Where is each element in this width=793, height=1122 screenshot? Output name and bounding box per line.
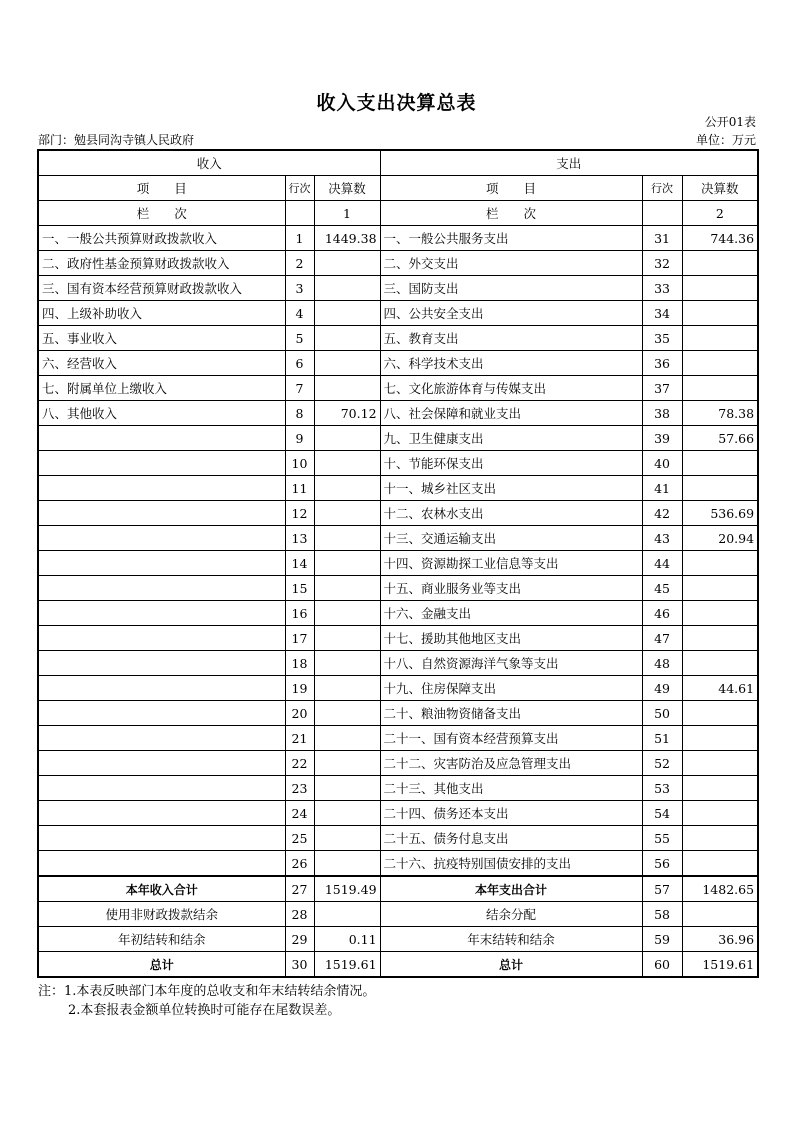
expense-item-name: 二十二、灾害防治及应急管理支出 xyxy=(380,751,642,776)
expense-item-name: 二十四、债务还本支出 xyxy=(380,801,642,826)
expense-item-name: 五、教育支出 xyxy=(380,326,642,351)
income-row-number: 11 xyxy=(285,476,314,501)
income-item-name xyxy=(38,601,285,626)
income-amount: 1449.38 xyxy=(314,226,380,251)
income-row-number: 2 xyxy=(285,251,314,276)
income-row-number: 18 xyxy=(285,651,314,676)
income-item-name xyxy=(38,776,285,801)
header-row-columns xyxy=(38,176,758,201)
income-item-name: 二、政府性基金预算财政拨款收入 xyxy=(38,251,285,276)
expense-amount xyxy=(682,826,758,851)
unit-label: 单位：万元 xyxy=(695,133,756,147)
table-row xyxy=(38,501,758,526)
income-item-name xyxy=(38,451,285,476)
table-row xyxy=(38,451,758,476)
expense-row-number: 56 xyxy=(642,851,682,877)
income-amount xyxy=(314,851,380,877)
table-row xyxy=(38,626,758,651)
income-row-number: 23 xyxy=(285,776,314,801)
table-row xyxy=(38,476,758,501)
expense-amount xyxy=(682,626,758,651)
income-amount xyxy=(314,526,380,551)
expense-amount: 744.36 xyxy=(682,226,758,251)
expense-amount xyxy=(682,726,758,751)
table-row xyxy=(38,726,758,751)
table-row xyxy=(38,651,758,676)
expense-section-header: 支出 xyxy=(380,150,758,176)
income-row-number: 22 xyxy=(285,751,314,776)
income-rowno-header: 行次 xyxy=(285,176,314,201)
expense-item-name: 十三、交通运输支出 xyxy=(380,526,642,551)
expense-row-number: 55 xyxy=(642,826,682,851)
income-amount xyxy=(314,551,380,576)
expense-amount xyxy=(682,701,758,726)
expense-row-number: 53 xyxy=(642,776,682,801)
summary-row xyxy=(38,927,758,952)
income-item-name xyxy=(38,726,285,751)
expense-amount xyxy=(682,776,758,801)
income-item-name xyxy=(38,851,285,877)
expense-column-blank xyxy=(642,201,682,226)
expense-item-name: 九、卫生健康支出 xyxy=(380,426,642,451)
expense-item-name: 十四、资源勘探工业信息等支出 xyxy=(380,551,642,576)
expense-column-index: 2 xyxy=(682,201,758,226)
income-item-name: 四、上级补助收入 xyxy=(38,301,285,326)
expense-amount xyxy=(682,551,758,576)
expense-amount xyxy=(682,276,758,301)
income-item-name: 五、事业收入 xyxy=(38,326,285,351)
expense-row-number: 37 xyxy=(642,376,682,401)
income-item-name: 三、国有资本经营预算财政拨款收入 xyxy=(38,276,285,301)
expense-item-name: 十二、农林水支出 xyxy=(380,501,642,526)
income-summary-name: 本年收入合计 xyxy=(38,876,285,902)
income-summary-name: 总计 xyxy=(38,952,285,978)
income-amount xyxy=(314,576,380,601)
income-row-number: 14 xyxy=(285,551,314,576)
expense-row-number: 54 xyxy=(642,801,682,826)
header-row-sections xyxy=(38,150,758,176)
expense-amount xyxy=(682,376,758,401)
income-row-number: 21 xyxy=(285,726,314,751)
expense-row-number: 60 xyxy=(642,952,682,978)
expense-row-number: 35 xyxy=(642,326,682,351)
expense-row-number: 59 xyxy=(642,927,682,952)
income-row-number: 13 xyxy=(285,526,314,551)
income-amount xyxy=(314,301,380,326)
expense-amount: 44.61 xyxy=(682,676,758,701)
expense-row-number: 36 xyxy=(642,351,682,376)
summary-row xyxy=(38,876,758,902)
expense-row-number: 57 xyxy=(642,876,682,902)
income-section-header: 收入 xyxy=(38,150,380,176)
expense-row-number: 41 xyxy=(642,476,682,501)
expense-item-name: 十九、住房保障支出 xyxy=(380,676,642,701)
income-item-name: 八、其他收入 xyxy=(38,401,285,426)
expense-amount xyxy=(682,601,758,626)
income-item-name xyxy=(38,651,285,676)
table-row xyxy=(38,826,758,851)
income-row-number: 24 xyxy=(285,801,314,826)
income-item-name xyxy=(38,576,285,601)
expense-amount xyxy=(682,651,758,676)
expense-item-name: 二十五、债务付息支出 xyxy=(380,826,642,851)
expense-item-name: 二十一、国有资本经营预算支出 xyxy=(380,726,642,751)
table-row xyxy=(38,376,758,401)
income-summary-name: 使用非财政拨款结余 xyxy=(38,902,285,927)
expense-row-number: 48 xyxy=(642,651,682,676)
expense-amount xyxy=(682,351,758,376)
income-row-number: 19 xyxy=(285,676,314,701)
expense-row-number: 58 xyxy=(642,902,682,927)
income-item-name xyxy=(38,476,285,501)
table-row xyxy=(38,526,758,551)
table-row xyxy=(38,226,758,251)
expense-row-number: 51 xyxy=(642,726,682,751)
expense-item-name: 十六、金融支出 xyxy=(380,601,642,626)
income-amount: 1519.49 xyxy=(314,876,380,902)
expense-item-name: 二十三、其他支出 xyxy=(380,776,642,801)
income-amount xyxy=(314,351,380,376)
expense-amount: 36.96 xyxy=(682,927,758,952)
income-column-label: 栏 次 xyxy=(38,201,285,226)
income-amount xyxy=(314,801,380,826)
income-row-number: 26 xyxy=(285,851,314,877)
expense-item-name: 十七、援助其他地区支出 xyxy=(380,626,642,651)
expense-row-number: 38 xyxy=(642,401,682,426)
expense-row-number: 39 xyxy=(642,426,682,451)
income-item-name xyxy=(38,751,285,776)
expense-amount: 78.38 xyxy=(682,401,758,426)
income-amount xyxy=(314,826,380,851)
income-item-name xyxy=(38,701,285,726)
department-label: 部门：勉县同沟寺镇人民政府 xyxy=(38,133,195,147)
table-row xyxy=(38,701,758,726)
expense-summary-name: 结余分配 xyxy=(380,902,642,927)
income-row-number: 27 xyxy=(285,876,314,902)
summary-row xyxy=(38,902,758,927)
expense-amount xyxy=(682,801,758,826)
income-row-number: 10 xyxy=(285,451,314,476)
income-amount xyxy=(314,701,380,726)
table-row xyxy=(38,326,758,351)
table-row xyxy=(38,751,758,776)
income-summary-name: 年初结转和结余 xyxy=(38,927,285,952)
income-item-name xyxy=(38,501,285,526)
income-item-name xyxy=(38,801,285,826)
income-amount xyxy=(314,676,380,701)
income-row-number: 8 xyxy=(285,401,314,426)
expense-amount xyxy=(682,251,758,276)
income-amount: 70.12 xyxy=(314,401,380,426)
expense-item-name: 三、国防支出 xyxy=(380,276,642,301)
expense-item-name: 十一、城乡社区支出 xyxy=(380,476,642,501)
income-expense-table xyxy=(37,149,759,978)
expense-row-number: 33 xyxy=(642,276,682,301)
expense-item-name: 十、节能环保支出 xyxy=(380,451,642,476)
table-row xyxy=(38,301,758,326)
expense-amount xyxy=(682,451,758,476)
income-row-number: 5 xyxy=(285,326,314,351)
income-item-name xyxy=(38,826,285,851)
table-row xyxy=(38,801,758,826)
table-row xyxy=(38,576,758,601)
expense-amount xyxy=(682,576,758,601)
income-amount xyxy=(314,251,380,276)
expense-item-name: 十八、自然资源海洋气象等支出 xyxy=(380,651,642,676)
expense-amount xyxy=(682,751,758,776)
table-row xyxy=(38,601,758,626)
table-row xyxy=(38,401,758,426)
page-title: 收入支出决算总表 xyxy=(316,92,477,114)
income-row-number: 20 xyxy=(285,701,314,726)
income-row-number: 6 xyxy=(285,351,314,376)
income-amount xyxy=(314,776,380,801)
expense-item-name: 七、文化旅游体育与传媒支出 xyxy=(380,376,642,401)
income-item-name xyxy=(38,676,285,701)
expense-item-name: 十五、商业服务业等支出 xyxy=(380,576,642,601)
income-row-number: 30 xyxy=(285,952,314,978)
income-row-number: 15 xyxy=(285,576,314,601)
table-row xyxy=(38,426,758,451)
income-item-header: 项 目 xyxy=(38,176,285,201)
income-row-number: 1 xyxy=(285,226,314,251)
income-amount xyxy=(314,601,380,626)
expense-row-number: 40 xyxy=(642,451,682,476)
expense-summary-name: 年末结转和结余 xyxy=(380,927,642,952)
expense-item-name: 二十六、抗疫特别国债安排的支出 xyxy=(380,851,642,877)
table-row xyxy=(38,551,758,576)
expense-row-number: 46 xyxy=(642,601,682,626)
header-row-column-index xyxy=(38,201,758,226)
expense-item-header: 项 目 xyxy=(380,176,642,201)
expense-row-number: 32 xyxy=(642,251,682,276)
income-row-number: 12 xyxy=(285,501,314,526)
income-item-name: 六、经营收入 xyxy=(38,351,285,376)
income-amount xyxy=(314,726,380,751)
income-column-index: 1 xyxy=(314,201,380,226)
income-amount: 1519.61 xyxy=(314,952,380,978)
income-amount xyxy=(314,626,380,651)
income-row-number: 29 xyxy=(285,927,314,952)
table-row xyxy=(38,276,758,301)
expense-row-number: 49 xyxy=(642,676,682,701)
income-row-number: 9 xyxy=(285,426,314,451)
income-amount xyxy=(314,276,380,301)
expense-item-name: 二十、粮油物资储备支出 xyxy=(380,701,642,726)
expense-item-name: 四、公共安全支出 xyxy=(380,301,642,326)
income-amount xyxy=(314,501,380,526)
table-row xyxy=(38,676,758,701)
income-amount xyxy=(314,326,380,351)
income-amount-header: 决算数 xyxy=(314,176,380,201)
expense-item-name: 二、外交支出 xyxy=(380,251,642,276)
expense-summary-name: 本年支出合计 xyxy=(380,876,642,902)
income-item-name xyxy=(38,426,285,451)
income-row-number: 25 xyxy=(285,826,314,851)
income-row-number: 7 xyxy=(285,376,314,401)
income-item-name: 七、附属单位上缴收入 xyxy=(38,376,285,401)
expense-row-number: 45 xyxy=(642,576,682,601)
income-row-number: 3 xyxy=(285,276,314,301)
table-code: 公开01表 xyxy=(704,115,756,129)
income-item-name: 一、一般公共预算财政拨款收入 xyxy=(38,226,285,251)
expense-amount: 1482.65 xyxy=(682,876,758,902)
income-item-name xyxy=(38,551,285,576)
income-item-name xyxy=(38,526,285,551)
income-column-blank xyxy=(285,201,314,226)
expense-amount: 20.94 xyxy=(682,526,758,551)
expense-row-number: 47 xyxy=(642,626,682,651)
income-amount xyxy=(314,376,380,401)
footnote-1: 注：1.本表反映部门本年度的总收支和年末结转结余情况。 xyxy=(38,984,376,999)
expense-amount xyxy=(682,301,758,326)
expense-item-name: 六、科学技术支出 xyxy=(380,351,642,376)
income-amount xyxy=(314,476,380,501)
expense-column-label: 栏 次 xyxy=(380,201,642,226)
expense-row-number: 31 xyxy=(642,226,682,251)
income-row-number: 16 xyxy=(285,601,314,626)
expense-amount-header: 决算数 xyxy=(682,176,758,201)
income-amount xyxy=(314,651,380,676)
expense-row-number: 44 xyxy=(642,551,682,576)
expense-item-name: 八、社会保障和就业支出 xyxy=(380,401,642,426)
expense-row-number: 43 xyxy=(642,526,682,551)
summary-row xyxy=(38,952,758,978)
expense-amount xyxy=(682,851,758,877)
expense-row-number: 34 xyxy=(642,301,682,326)
expense-rowno-header: 行次 xyxy=(642,176,682,201)
expense-amount: 57.66 xyxy=(682,426,758,451)
footnote-2: 2.本套报表金额单位转换时可能存在尾数误差。 xyxy=(68,1003,341,1018)
expense-row-number: 52 xyxy=(642,751,682,776)
expense-summary-name: 总计 xyxy=(380,952,642,978)
income-item-name xyxy=(38,626,285,651)
expense-item-name: 一、一般公共服务支出 xyxy=(380,226,642,251)
income-row-number: 28 xyxy=(285,902,314,927)
expense-amount xyxy=(682,326,758,351)
table-row xyxy=(38,351,758,376)
expense-row-number: 42 xyxy=(642,501,682,526)
income-row-number: 4 xyxy=(285,301,314,326)
expense-amount: 536.69 xyxy=(682,501,758,526)
expense-amount xyxy=(682,476,758,501)
income-amount xyxy=(314,451,380,476)
expense-amount: 1519.61 xyxy=(682,952,758,978)
income-amount xyxy=(314,751,380,776)
income-amount xyxy=(314,426,380,451)
table-row xyxy=(38,851,758,877)
table-row xyxy=(38,251,758,276)
income-amount xyxy=(314,902,380,927)
expense-amount xyxy=(682,902,758,927)
footnotes xyxy=(38,982,375,1020)
income-amount: 0.11 xyxy=(314,927,380,952)
income-row-number: 17 xyxy=(285,626,314,651)
table-row xyxy=(38,776,758,801)
expense-row-number: 50 xyxy=(642,701,682,726)
